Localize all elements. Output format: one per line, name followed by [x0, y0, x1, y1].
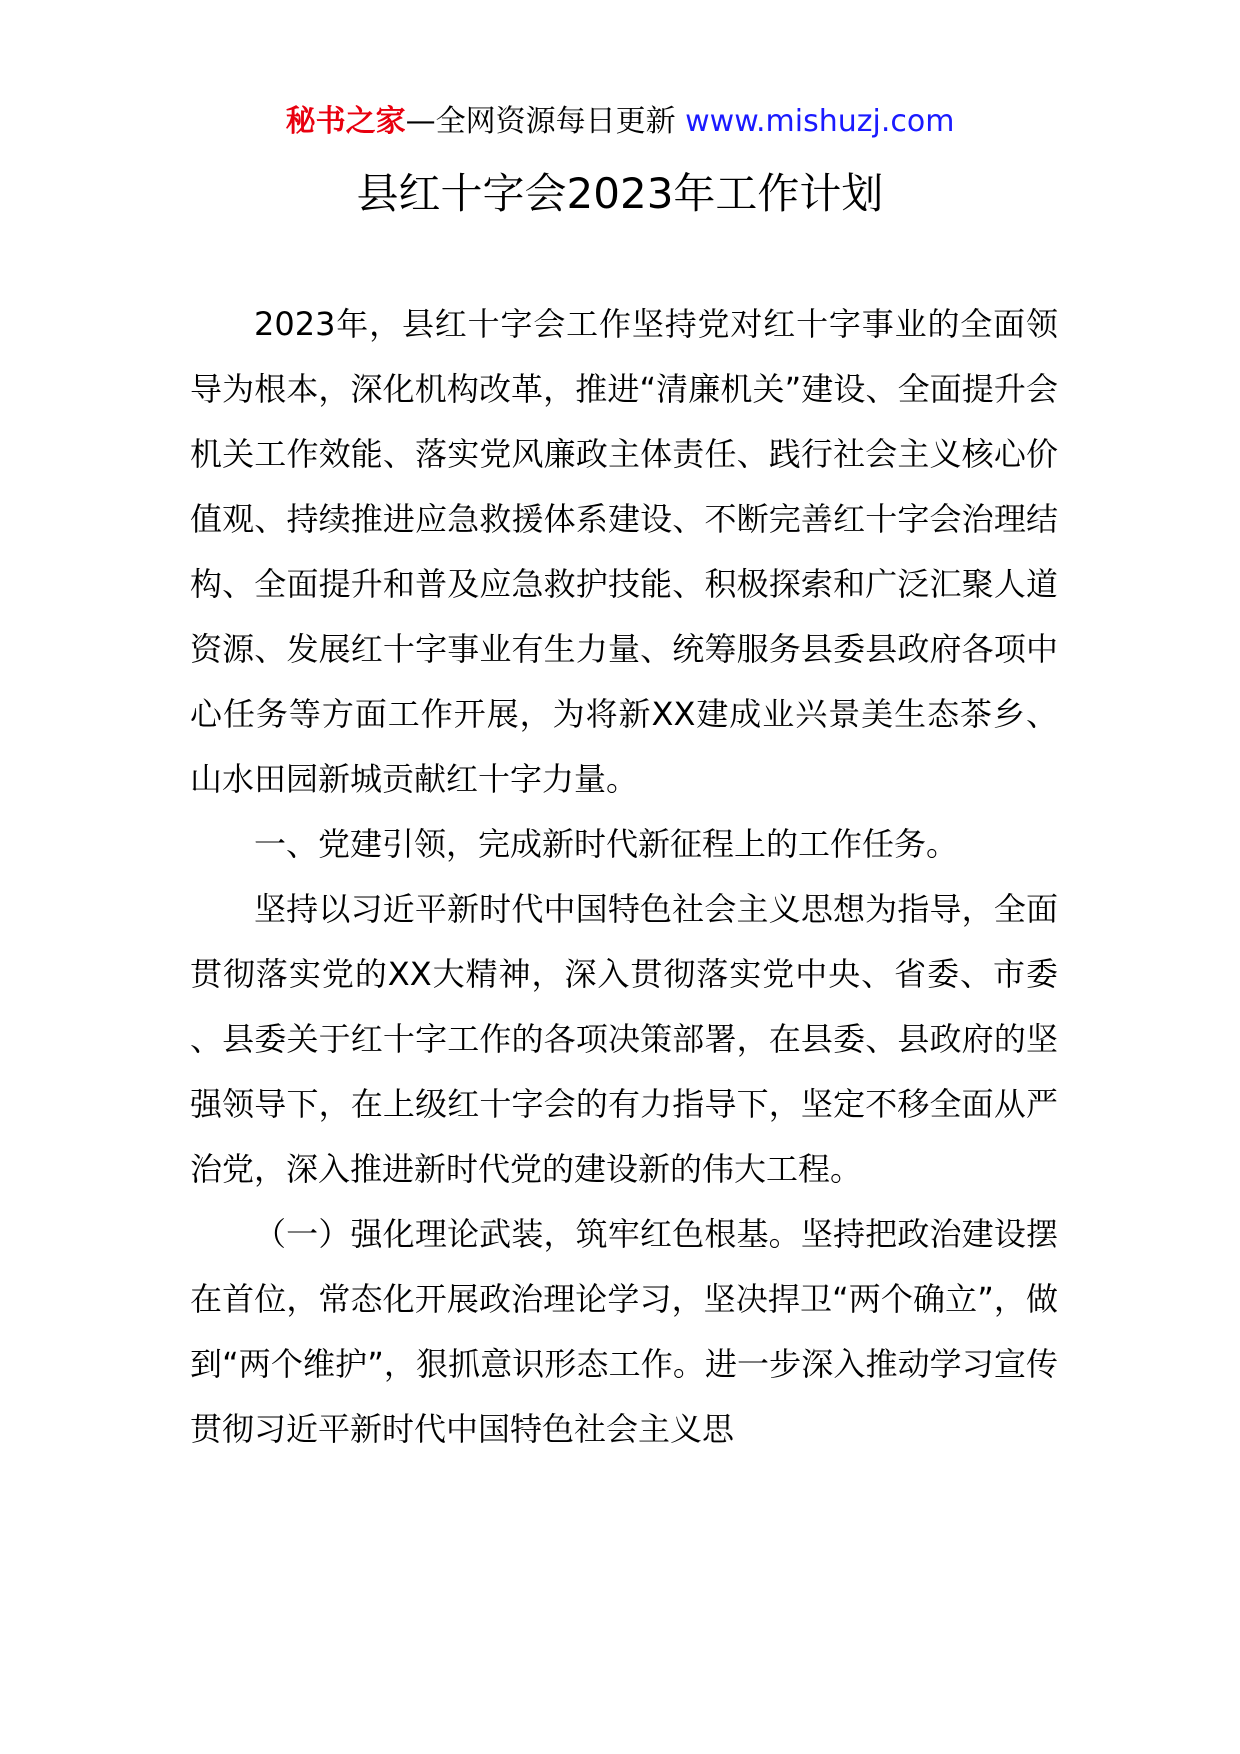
document-title: 县红十字会2023年工作计划 [356, 169, 884, 218]
site-brand: 秘书之家 [285, 104, 406, 139]
document-body [190, 292, 1058, 1462]
site-url-link[interactable]: www.mishuzj.com [685, 104, 955, 139]
paragraph-subsection-1: （一）强化理论武装，筑牢红色根基。坚持把政治建设摆在首位，常态化开展政治理论学习，坚决捍卫“两个确立”，做到“两个维护”，狠抓意识形态工作。进一步深入推动学习宣传贯彻习近平新时代中国特色社会主义思 [190, 1215, 1058, 1448]
site-header [0, 102, 1240, 142]
site-tagline: —全网资源每日更新 [405, 104, 676, 139]
paragraph-intro: 2023年，县红十字会工作坚持党对红十字事业的全面领导为根本，深化机构改革，推进“清廉机关”建设、全面提升会机关工作效能、落实党风廉政主体责任、践行社会主义核心价值观、持续推进应急救援体系建设、不断完善红十字会治理结构、全面提升和普及应急救护技能、积极探索和广泛汇聚人道资源、发展红十字事业有生力量、统筹服务县委县政府各项中心任务等方面工作开展，为将新XX建成业兴景美生态茶乡、山水田园新城贡献红十字力量。 [190, 305, 1058, 798]
section-heading-1: 一、党建引领，完成新时代新征程上的工作任务。 [254, 825, 959, 863]
paragraph-section-1: 坚持以习近平新时代中国特色社会主义思想为指导，全面贯彻落实党的XX大精神，深入贯彻落实党中央、省委、市委、县委关于红十字工作的各项决策部署，在县委、县政府的坚强领导下，在上级红十字会的有力指导下，坚定不移全面从严治党，深入推进新时代党的建设新的伟大工程。 [190, 890, 1058, 1188]
